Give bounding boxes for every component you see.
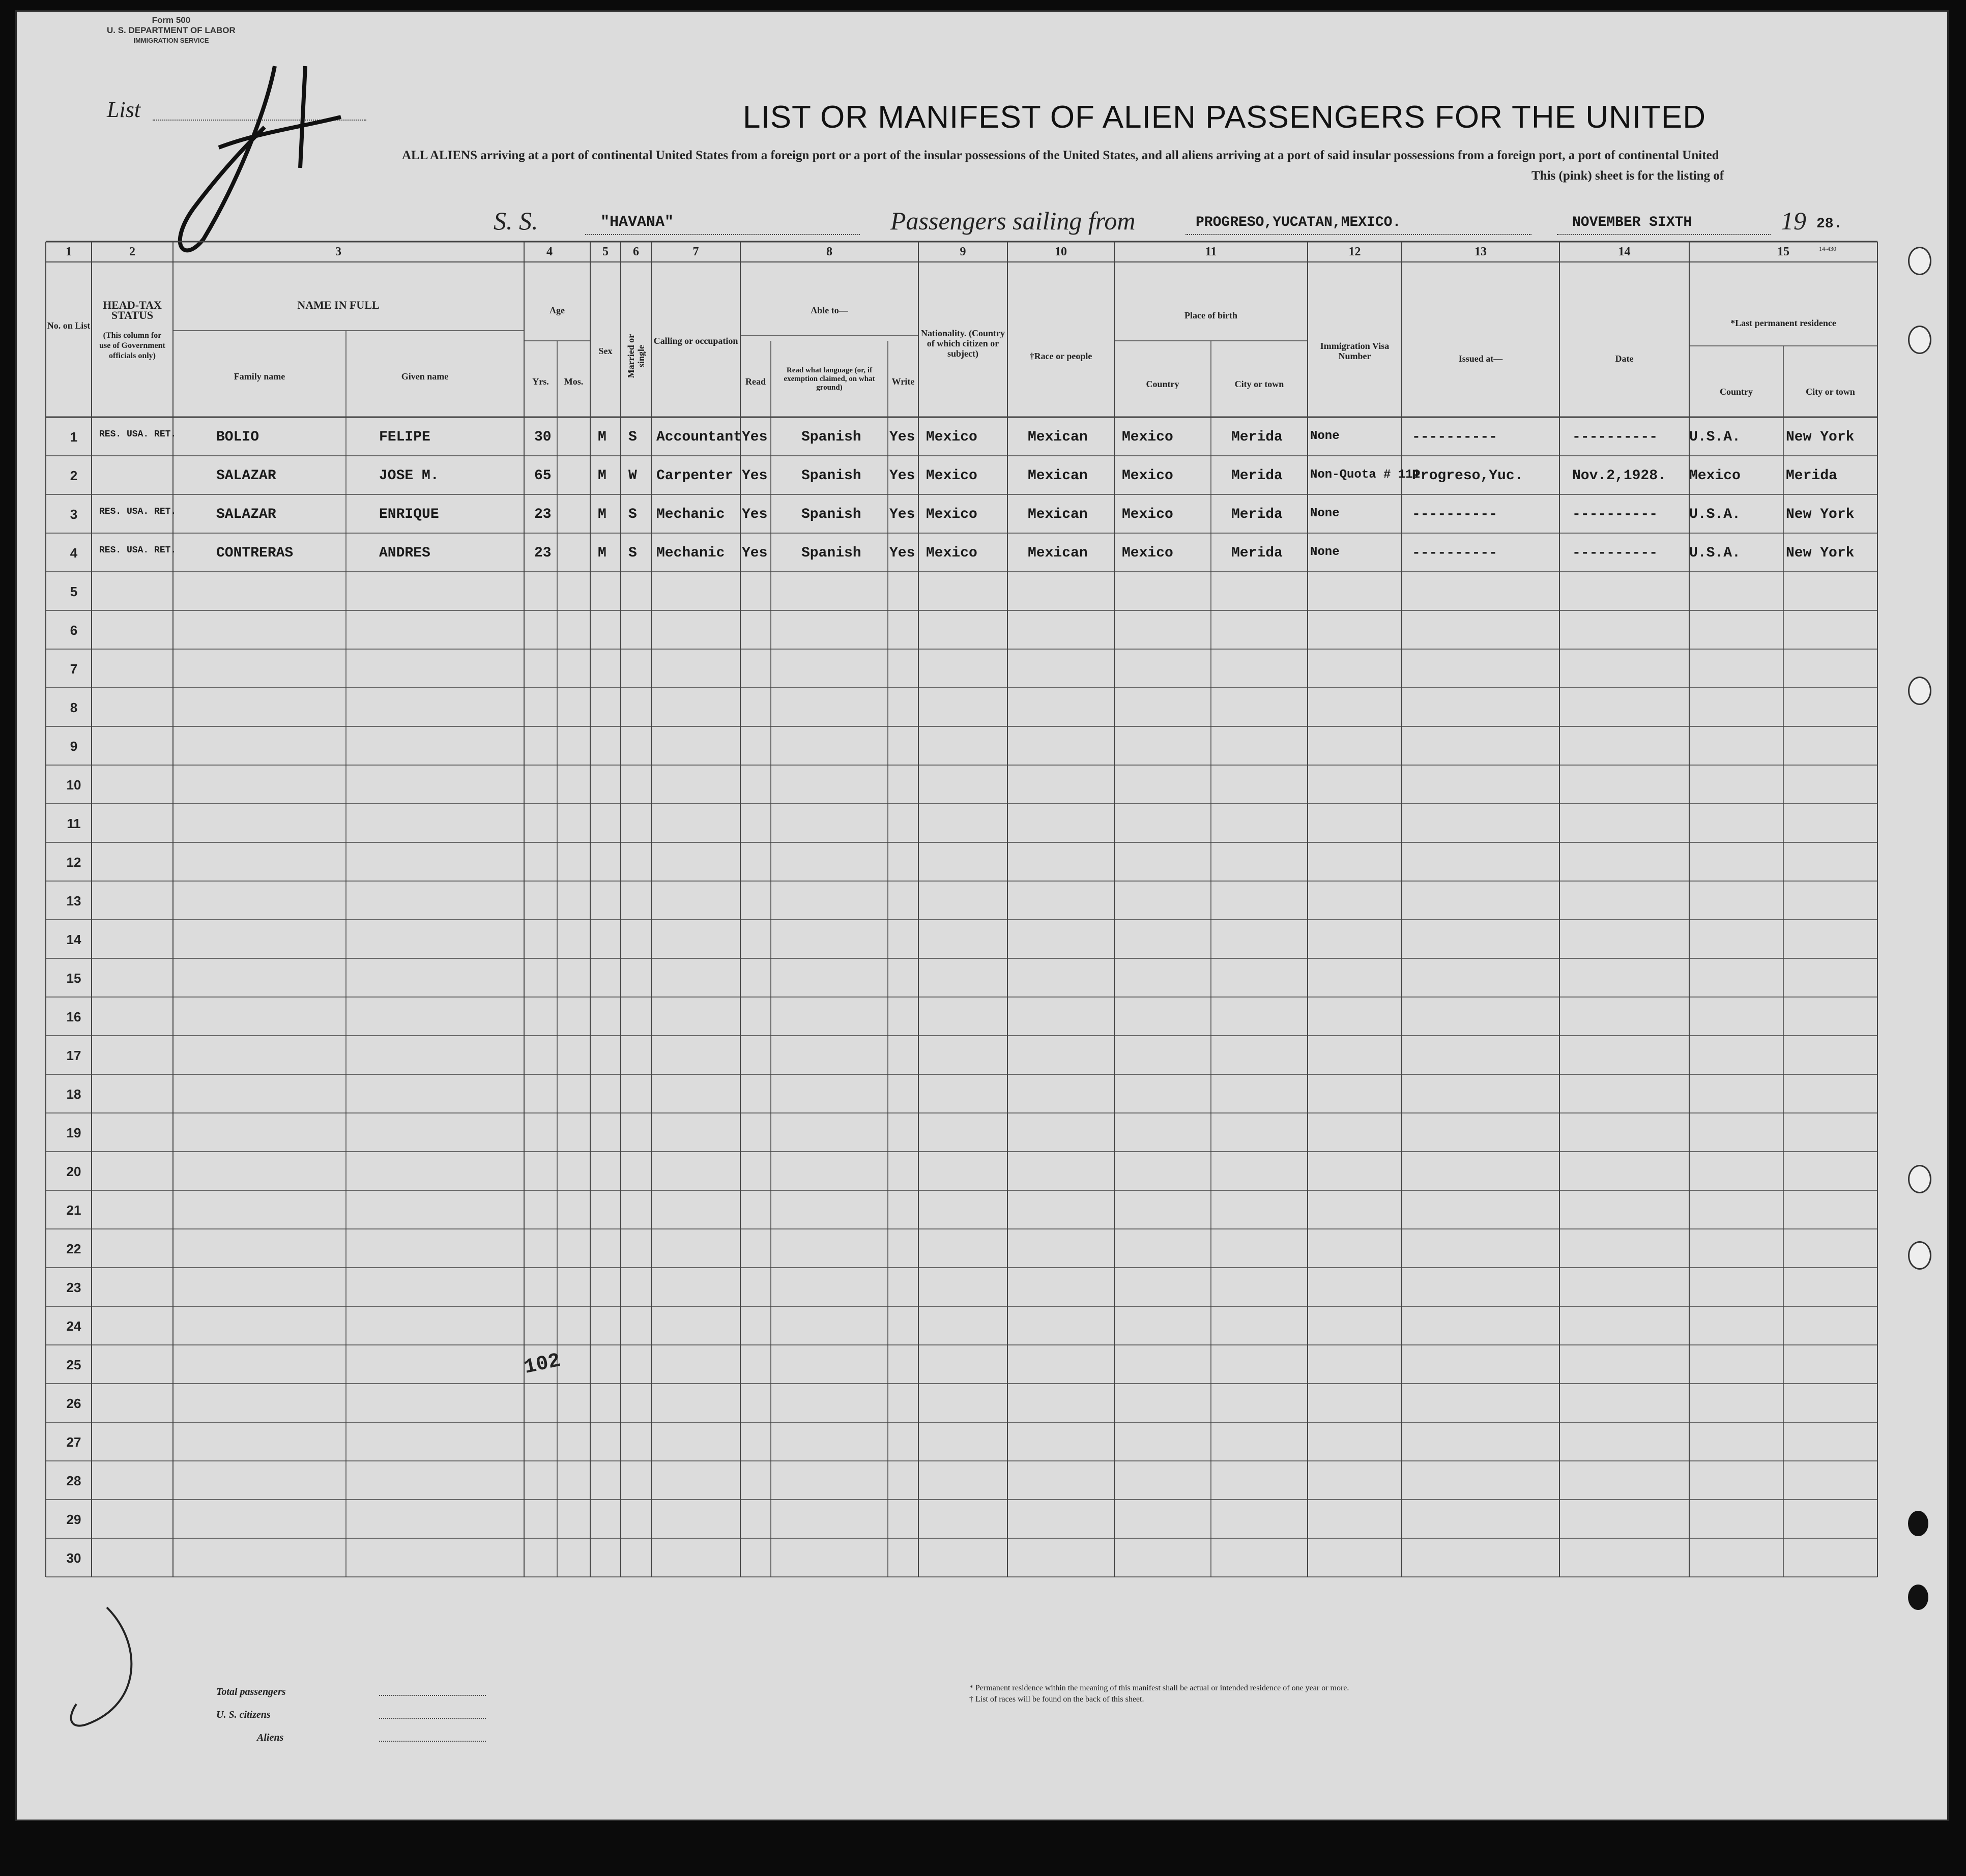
binder-hole — [1908, 326, 1931, 354]
row-number: 27 — [66, 1434, 81, 1450]
header-write: Write — [891, 376, 915, 387]
manifest-sheet — [15, 10, 1949, 1821]
head-tax-cell: RES. USA. RET. — [99, 545, 177, 555]
read-cell: Yes — [742, 468, 768, 484]
nationality-cell: Mexico — [926, 468, 977, 484]
row-number: 15 — [66, 971, 81, 986]
stamp-number: 102 — [522, 1350, 563, 1380]
write-cell: Yes — [889, 429, 915, 445]
date-cell: ---------- — [1572, 507, 1658, 522]
header-race: †Race or people — [1029, 351, 1092, 361]
header-place-of-birth: Place of birth — [1184, 310, 1237, 320]
header-nationality: Nationality. (Country of which citizen or subject) — [921, 328, 1005, 359]
header-age: Age — [550, 305, 565, 315]
row-number: 13 — [66, 893, 81, 908]
race-cell: Mexican — [1028, 507, 1088, 522]
colnum-13: 13 — [1474, 245, 1487, 258]
sex-cell: M — [598, 545, 606, 561]
colnum-10: 10 — [1055, 245, 1067, 258]
row-number: 12 — [66, 855, 81, 870]
visa-cell: Non-Quota # 111 — [1310, 468, 1421, 482]
form-number: Form 500 — [152, 15, 191, 25]
sex-cell: M — [598, 507, 606, 522]
row-number: 21 — [66, 1203, 81, 1218]
row-number: 29 — [66, 1512, 81, 1527]
colnum-2: 2 — [129, 245, 135, 258]
binder-hole — [1908, 1165, 1931, 1193]
row-number: 10 — [66, 777, 81, 793]
header-head-tax: HEAD-TAX STATUS — [103, 299, 162, 321]
ship-prefix: S. S. — [494, 207, 538, 235]
given-name-cell: JOSE M. — [379, 468, 439, 484]
row-number: 23 — [66, 1280, 81, 1295]
read-cell: Yes — [742, 429, 768, 445]
binder-hole — [1908, 247, 1931, 275]
birth-country-cell: Mexico — [1122, 429, 1173, 445]
issued-at-cell: Progreso,Yuc. — [1412, 468, 1523, 484]
birth-city-cell: Merida — [1231, 507, 1283, 522]
given-name-cell: ANDRES — [379, 545, 430, 561]
departure-date: NOVEMBER SIXTH — [1572, 215, 1692, 230]
year-suffix: 28. — [1816, 216, 1842, 232]
visa-cell: None — [1310, 429, 1340, 443]
family-name-cell: SALAZAR — [216, 468, 276, 484]
header-no-on-list: No. on List — [47, 320, 91, 331]
header-married: Married or single — [626, 334, 646, 378]
sailing-label: Passengers sailing from — [890, 207, 1136, 235]
footer-citizens-label: U. S. citizens — [216, 1709, 271, 1720]
marital-status-cell: S — [628, 429, 637, 445]
date-cell: ---------- — [1572, 545, 1658, 561]
header-read: Read — [745, 376, 766, 387]
occupation-cell: Mechanic — [656, 545, 725, 561]
row-number: 5 — [70, 584, 78, 599]
row-number: 6 — [70, 623, 78, 638]
header-yrs: Yrs. — [532, 376, 549, 387]
language-cell: Spanish — [801, 429, 861, 445]
binder-hole-punched — [1908, 1585, 1928, 1610]
issued-at-cell: ---------- — [1412, 429, 1498, 445]
footer-aliens-label: Aliens — [257, 1732, 284, 1743]
date-cell: Nov.2,1928. — [1572, 468, 1666, 484]
row-number: 1 — [70, 429, 78, 445]
birth-city-cell: Merida — [1231, 468, 1283, 484]
age-years-cell: 65 — [534, 468, 552, 484]
row-number: 28 — [66, 1473, 81, 1488]
department: U. S. DEPARTMENT OF LABOR — [107, 25, 236, 35]
row-number: 24 — [66, 1318, 81, 1334]
footer-aliens-line — [379, 1741, 486, 1742]
birth-city-cell: Merida — [1231, 429, 1283, 445]
sex-cell: M — [598, 468, 606, 484]
row-number: 19 — [66, 1125, 81, 1140]
colnum-3: 3 — [335, 245, 341, 258]
header-last-residence: *Last permanent residence — [1730, 318, 1836, 328]
colnum-12: 12 — [1348, 245, 1361, 258]
race-cell: Mexican — [1028, 545, 1088, 561]
row-number: 14 — [66, 932, 81, 947]
given-name-cell: ENRIQUE — [379, 507, 439, 522]
header-read-language: Read what language (or, if exemption claimed, on what ground) — [784, 366, 875, 392]
colnum-9: 9 — [960, 245, 966, 258]
ship-name: "HAVANA" — [600, 214, 674, 231]
write-cell: Yes — [889, 545, 915, 561]
header-name-in-full: NAME IN FULL — [297, 299, 380, 311]
header-date: Date — [1615, 354, 1634, 364]
occupation-cell: Mechanic — [656, 507, 725, 522]
given-name-cell: FELIPE — [379, 429, 430, 445]
occupation-cell: Carpenter — [656, 468, 734, 484]
footer-citizens-line — [379, 1718, 486, 1719]
header-birth-city: City or town — [1234, 379, 1284, 389]
note-races: † List of races will be found on the back of this sheet. — [969, 1695, 1144, 1704]
write-cell: Yes — [889, 507, 915, 522]
nationality-cell: Mexico — [926, 545, 977, 561]
family-name-cell: CONTRERAS — [216, 545, 294, 561]
family-name-cell: SALAZAR — [216, 507, 276, 522]
row-number: 22 — [66, 1241, 81, 1256]
form-code: 14-430 — [1819, 245, 1836, 252]
colnum-11: 11 — [1205, 245, 1217, 258]
header-sex: Sex — [598, 346, 613, 356]
age-years-cell: 23 — [534, 545, 552, 561]
language-cell: Spanish — [801, 507, 861, 522]
header-able-to: Able to— — [811, 305, 848, 315]
race-cell: Mexican — [1028, 468, 1088, 484]
birth-country-cell: Mexico — [1122, 545, 1173, 561]
service: IMMIGRATION SERVICE — [133, 37, 209, 44]
subtitle: ALL ALIENS arriving at a port of continental United States from a foreign port or a port of the insular possessions of the United States, and all aliens arriving at a port of said insular possessions from a foreign port, a port of continental United — [402, 149, 1719, 162]
departure-port: PROGRESO,YUCATAN,MEXICO. — [1196, 215, 1401, 230]
header-calling: Calling or occupation — [653, 336, 738, 346]
lr-country-cell: U.S.A. — [1689, 507, 1741, 522]
visa-cell: None — [1310, 545, 1340, 559]
year-prefix: 19 — [1781, 207, 1806, 235]
row-number: 26 — [66, 1396, 81, 1411]
colnum-1: 1 — [66, 245, 72, 258]
marital-status-cell: S — [628, 507, 637, 522]
head-tax-cell: RES. USA. RET. — [99, 429, 177, 439]
lr-city-cell: New York — [1786, 507, 1855, 522]
lr-city-cell: New York — [1786, 545, 1855, 561]
head-tax-cell: RES. USA. RET. — [99, 507, 177, 517]
lr-country-cell: Mexico — [1689, 468, 1741, 484]
issued-at-cell: ---------- — [1412, 545, 1498, 561]
row-number: 8 — [70, 700, 78, 715]
language-cell: Spanish — [801, 545, 861, 561]
header-given-name: Given name — [401, 371, 449, 382]
row-number: 18 — [66, 1087, 81, 1102]
issued-at-cell: ---------- — [1412, 507, 1498, 522]
header-head-tax-note: (This column for use of Government officials only) — [99, 331, 165, 360]
age-years-cell: 30 — [534, 429, 552, 445]
subtitle-continued: This (pink) sheet is for the listing of — [1531, 169, 1724, 183]
nationality-cell: Mexico — [926, 429, 977, 445]
birth-country-cell: Mexico — [1122, 468, 1173, 484]
nationality-cell: Mexico — [926, 507, 977, 522]
row-number: 4 — [70, 545, 78, 561]
row-number: 3 — [70, 507, 78, 522]
marital-status-cell: W — [628, 468, 637, 484]
colnum-7: 7 — [692, 245, 699, 258]
row-number: 9 — [70, 739, 78, 754]
lr-city-cell: Merida — [1786, 468, 1837, 484]
birth-city-cell: Merida — [1231, 545, 1283, 561]
row-number: 11 — [67, 816, 81, 831]
header-issued-at: Issued at— — [1458, 354, 1503, 364]
lr-country-cell: U.S.A. — [1689, 429, 1741, 445]
handwritten-bracket — [56, 1602, 158, 1735]
header-family-name: Family name — [234, 371, 285, 382]
list-label: List — [107, 97, 141, 122]
occupation-cell: Accountant — [656, 429, 742, 445]
row-number: 20 — [66, 1164, 81, 1179]
colnum-14: 14 — [1618, 245, 1631, 258]
footer-total-line — [379, 1695, 486, 1696]
language-cell: Spanish — [801, 468, 861, 484]
birth-country-cell: Mexico — [1122, 507, 1173, 522]
row-number: 30 — [66, 1550, 81, 1566]
header-lr-city: City or town — [1806, 387, 1855, 397]
footer-total-label: Total passengers — [216, 1686, 286, 1697]
visa-cell: None — [1310, 507, 1340, 520]
read-cell: Yes — [742, 507, 768, 522]
binder-hole — [1908, 677, 1931, 705]
row-number: 17 — [66, 1048, 81, 1063]
lr-country-cell: U.S.A. — [1689, 545, 1741, 561]
family-name-cell: BOLIO — [216, 429, 259, 445]
marital-status-cell: S — [628, 545, 637, 561]
header-visa: Immigration Visa Number — [1320, 341, 1390, 361]
race-cell: Mexican — [1028, 429, 1088, 445]
header-birth-country: Country — [1146, 379, 1179, 389]
colnum-5: 5 — [602, 245, 609, 258]
binder-hole — [1908, 1241, 1931, 1270]
read-cell: Yes — [742, 545, 768, 561]
row-number: 16 — [66, 1009, 81, 1024]
row-number: 25 — [66, 1357, 81, 1372]
row-number: 2 — [70, 468, 78, 483]
page-title: LIST OR MANIFEST OF ALIEN PASSENGERS FOR THE UNITED — [743, 100, 1706, 135]
colnum-4: 4 — [546, 245, 553, 258]
header-lr-country: Country — [1719, 387, 1753, 397]
note-permanent-residence: * Permanent residence within the meaning of this manifest shall be actual or intended residence of one year or more. — [969, 1684, 1349, 1692]
colnum-15: 15 — [1777, 245, 1789, 258]
table-grid — [15, 10, 1949, 1821]
header-mos: Mos. — [564, 376, 584, 387]
sex-cell: M — [598, 429, 606, 445]
colnum-6: 6 — [633, 245, 639, 258]
write-cell: Yes — [889, 468, 915, 484]
binder-hole-punched — [1908, 1511, 1928, 1536]
colnum-8: 8 — [826, 245, 832, 258]
age-years-cell: 23 — [534, 507, 552, 522]
row-number: 7 — [70, 661, 78, 677]
lr-city-cell: New York — [1786, 429, 1855, 445]
date-cell: ---------- — [1572, 429, 1658, 445]
